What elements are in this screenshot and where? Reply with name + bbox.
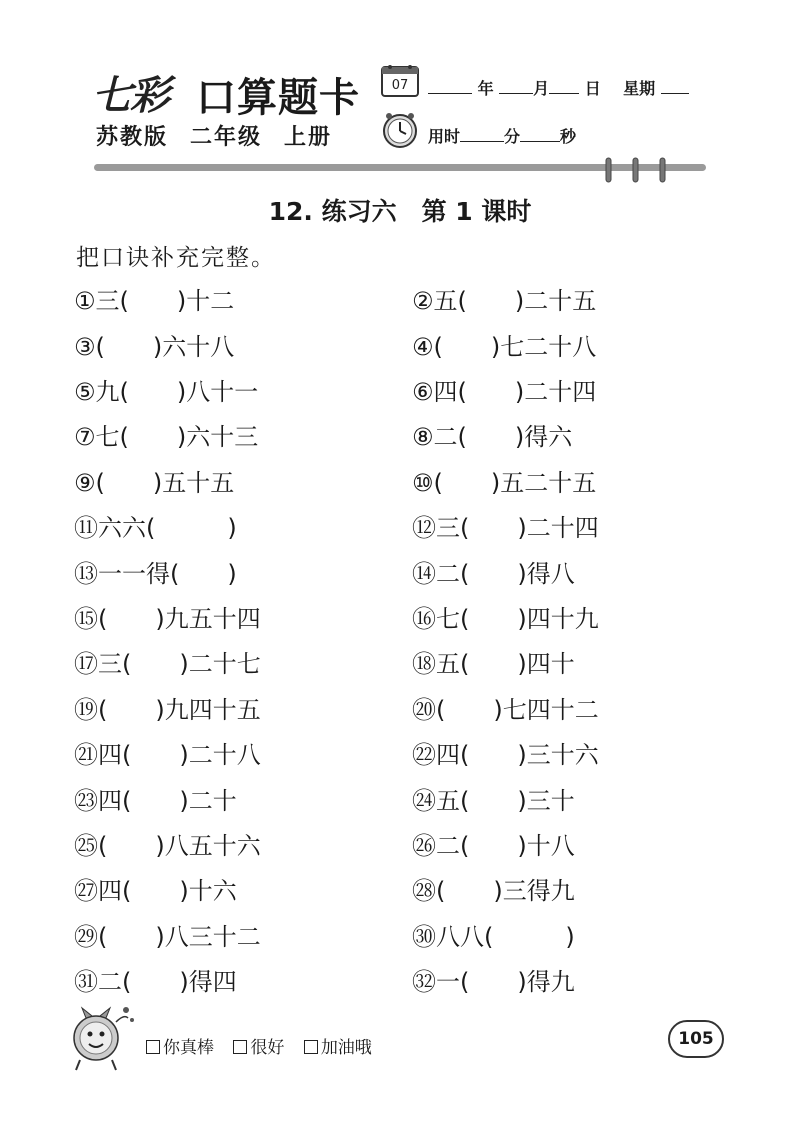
problem-20[interactable]: ⑳( )七四十二	[412, 696, 599, 724]
rating-keep-going-label: 加油哦	[320, 1038, 372, 1058]
problem-22[interactable]: ㉒四( )三十六	[412, 741, 599, 769]
rating-great-label: 你真棒	[163, 1038, 214, 1058]
problem-1[interactable]: ①三( )十二	[74, 287, 235, 315]
problem-13[interactable]: ⑬一一得( )	[74, 560, 237, 588]
problem-21[interactable]: ㉑四( )二十八	[74, 741, 261, 769]
brand-script: 七彩	[92, 72, 168, 119]
problem-2[interactable]: ②五( )二十五	[412, 287, 597, 315]
problem-3[interactable]: ③( )六十八	[74, 333, 235, 361]
lesson-title: 12. 练习六 第 1 课时	[268, 197, 532, 226]
problem-18[interactable]: ⑱五( )四十	[412, 650, 575, 678]
rating-keep-going[interactable]	[304, 1038, 372, 1058]
checkbox-good[interactable]	[233, 1040, 247, 1054]
calendar-day: 07	[391, 78, 409, 93]
month-label: 月	[533, 79, 550, 98]
problem-16[interactable]: ⑯七( )四十九	[412, 605, 599, 633]
rating-great[interactable]	[146, 1038, 214, 1058]
problem-6[interactable]: ⑥四( )二十四	[412, 378, 597, 406]
problem-31[interactable]: ㉛二( )得四	[74, 968, 237, 996]
problem-30[interactable]: ㉚八八( )	[412, 923, 575, 951]
problem-7[interactable]: ⑦七( )六十三	[74, 423, 259, 451]
problem-29[interactable]: ㉙( )八三十二	[74, 923, 261, 951]
problem-10[interactable]: ⑩( )五二十五	[412, 469, 597, 497]
brand-title: 口算题卡	[196, 75, 360, 121]
problem-8[interactable]: ⑧二( )得六	[412, 423, 573, 451]
day-label: 日	[584, 79, 601, 98]
weekday-label: 星期	[623, 79, 656, 98]
problem-25[interactable]: ㉕( )八五十六	[74, 832, 261, 860]
problem-19[interactable]: ⑲( )九四十五	[74, 696, 261, 724]
problem-24[interactable]: ㉔五( )三十	[412, 787, 575, 815]
problem-17[interactable]: ⑰三( )二十七	[74, 650, 261, 678]
edition-volume: 上册	[284, 125, 333, 150]
seconds-label: 秒	[560, 127, 577, 146]
problem-26[interactable]: ㉖二( )十八	[412, 832, 575, 860]
rating-good-label: 很好	[250, 1038, 285, 1058]
edition-grade: 二年级	[190, 125, 263, 150]
edition-publisher: 苏教版	[96, 125, 169, 150]
problem-27[interactable]: ㉗四( )十六	[74, 877, 237, 905]
minutes-label: 分	[504, 127, 521, 146]
checkbox-great[interactable]	[146, 1040, 160, 1054]
checkbox-keep-going[interactable]	[304, 1040, 318, 1054]
self-rating	[146, 1033, 386, 1058]
mascot-icon	[66, 1000, 136, 1072]
year-label: 年	[477, 79, 494, 98]
problem-9[interactable]: ⑨( )五十五	[74, 469, 235, 497]
problem-4[interactable]: ④( )七二十八	[412, 333, 597, 361]
problem-28[interactable]: ㉘( )三得九	[412, 877, 575, 905]
problem-32[interactable]: ㉜一( )得九	[412, 968, 575, 996]
rating-good[interactable]	[233, 1038, 284, 1058]
instruction-text: 把口诀补充完整。	[76, 245, 276, 271]
problem-14[interactable]: ⑭二( )得八	[412, 560, 575, 588]
problem-23[interactable]: ㉓四( )二十	[74, 787, 237, 815]
problem-15[interactable]: ⑮( )九五十四	[74, 605, 261, 633]
problem-5[interactable]: ⑤九( )八十一	[74, 378, 259, 406]
page-number: 105	[668, 1020, 724, 1058]
problem-12[interactable]: ⑫三( )二十四	[412, 514, 599, 542]
problem-11[interactable]: ⑪六六( )	[74, 514, 237, 542]
time-used-label: 用时	[428, 127, 461, 146]
